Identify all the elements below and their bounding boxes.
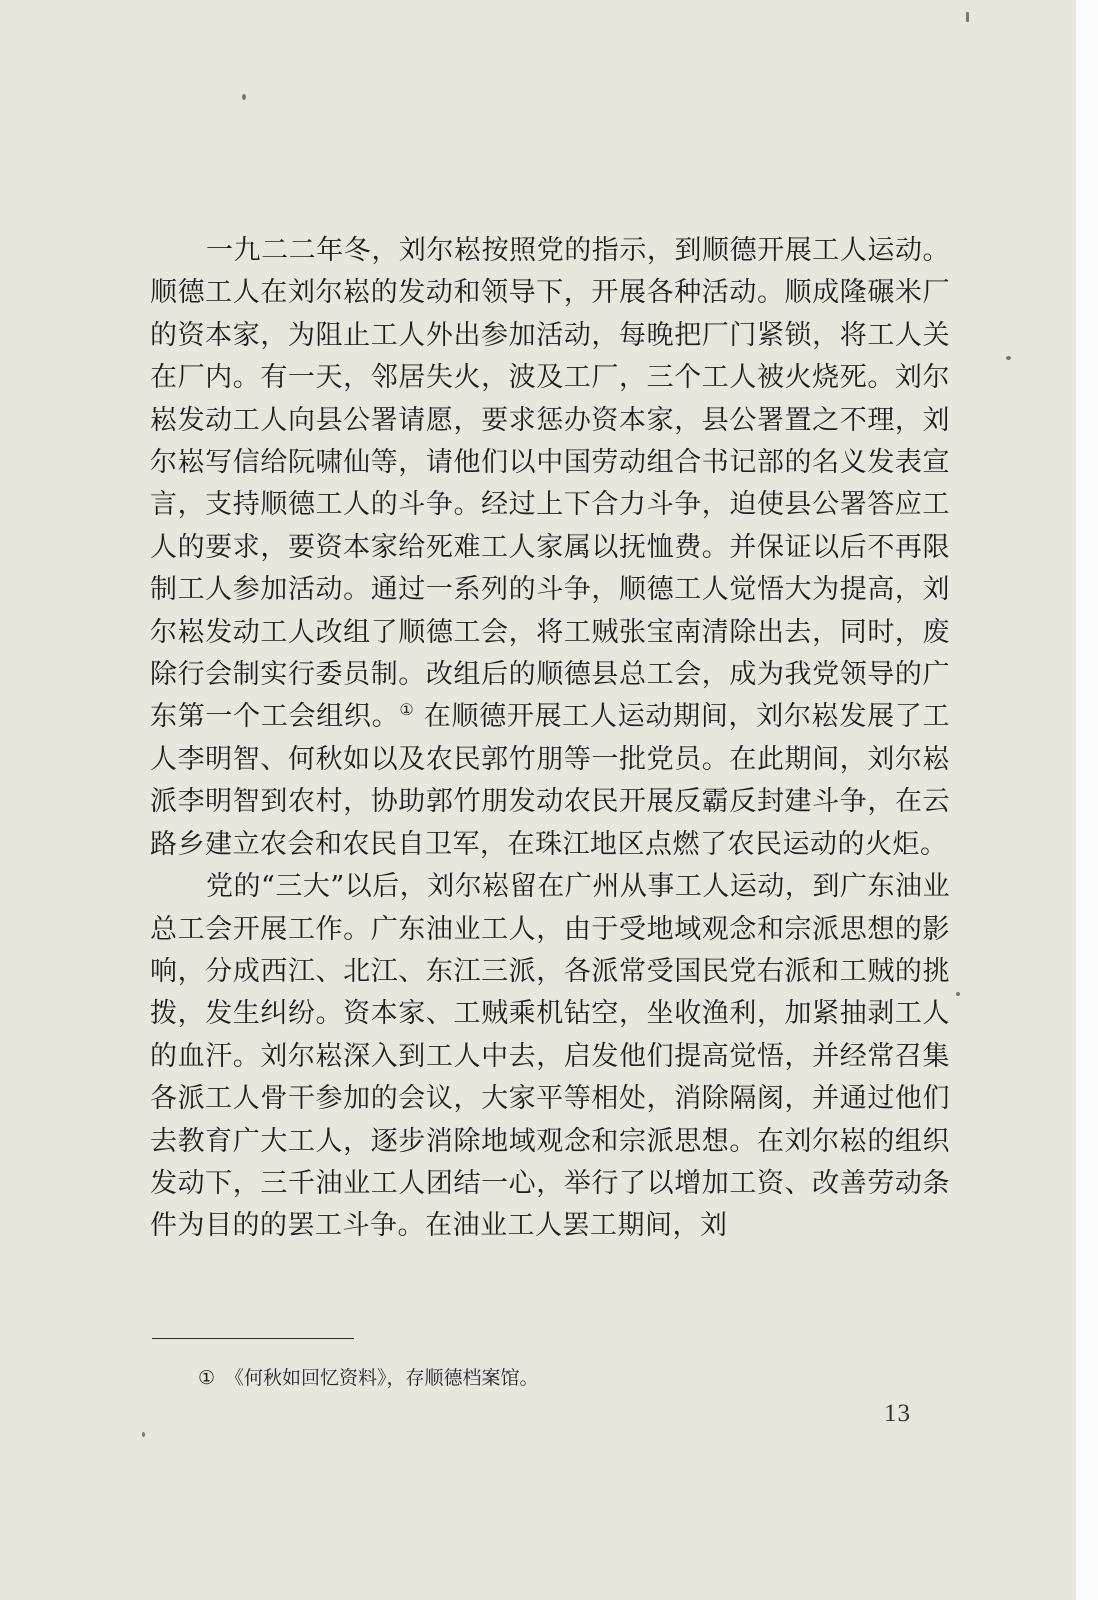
paragraph-1-text-after-note: 在顺德开展工人运动期间，刘尔崧发展了工人李明智、何秋如以及农民郭竹朋等一批党员。在此期间，刘尔崧派李明智到农村，协助郭竹朋发动农民开展反霸反封建斗争，在云路乡建立农会和农民自卫军，在珠江地区点燃了农民运动的火炬。 bbox=[150, 701, 951, 860]
paragraph-1-text-before-note: 一九二二年冬，刘尔崧按照党的指示，到顺德开展工人运动。顺德工人在刘尔崧的发动和领导下，开展各种活动。顺成隆碾米厂的资本家，为阻止工人外出参加活动，每晚把厂门紧锁，将工人关在厂内。有一天，邻居失火，波及工厂，三个工人被火烧死。刘尔崧发动工人向县公署请愿，要求惩办资本家，县公署置之不理，刘尔崧写信给阮啸仙等，请他们以中国劳动组合书记部的名义发表宣言，支持顺德工人的斗争。经过上下合力斗争，迫使县公署答应工人的要求，要资本家给死难工人家属以抚恤费。并保证以后不再限制工人参加活动。通过一系列的斗争，顺德工人觉悟大为提高，刘尔崧发动工人改组了顺德工会，将工贼张宝南清除出去，同时，废除行会制实行委员制。改组后的顺德县总工会，成为我党领导的广东第一个工会组织。 bbox=[150, 235, 950, 733]
page-number: 13 bbox=[884, 1400, 911, 1427]
scan-speck bbox=[966, 12, 969, 22]
footnote-reference-mark: ① bbox=[399, 700, 415, 720]
scan-speck bbox=[1006, 356, 1011, 360]
footnote-text: 《何秋如回忆资料》，存顺德档案馆。 bbox=[225, 1367, 539, 1389]
paragraph-2: 党的“三大”以后，刘尔崧留在广州从事工人运动，到广东油业总工会开展工作。广东油业工人，由于受地域观念和宗派思想的影响，分成西江、北江、东江三派，各派常受国民党右派和工贼的挑拨，发生纠纷。资本家、工贼乘机钻空，坐收渔利，加紧抽剥工人的血汗。刘尔崧深入到工人中去，启发他们提高觉悟，并经常召集各派工人骨干参加的会议，大家平等相处，消除隔阂，并通过他们去教育广大工人，逐步消除地域观念和宗派思想。在刘尔崧的组织发动下，三千油业工人团结一心，举行了以增加工资、改善劳动条件为目的的罢工斗争。在油业工人罢工期间，刘 bbox=[150, 871, 950, 1242]
scan-speck bbox=[142, 1432, 145, 1437]
paragraph-1 bbox=[150, 230, 950, 866]
scan-margin-strip bbox=[1076, 0, 1098, 1600]
footnote bbox=[198, 1364, 898, 1392]
footnote-mark: ① bbox=[198, 1367, 216, 1389]
footnote-divider bbox=[152, 1338, 354, 1339]
scan-speck bbox=[956, 992, 960, 996]
body-text bbox=[150, 230, 950, 1248]
scan-speck bbox=[242, 94, 246, 100]
